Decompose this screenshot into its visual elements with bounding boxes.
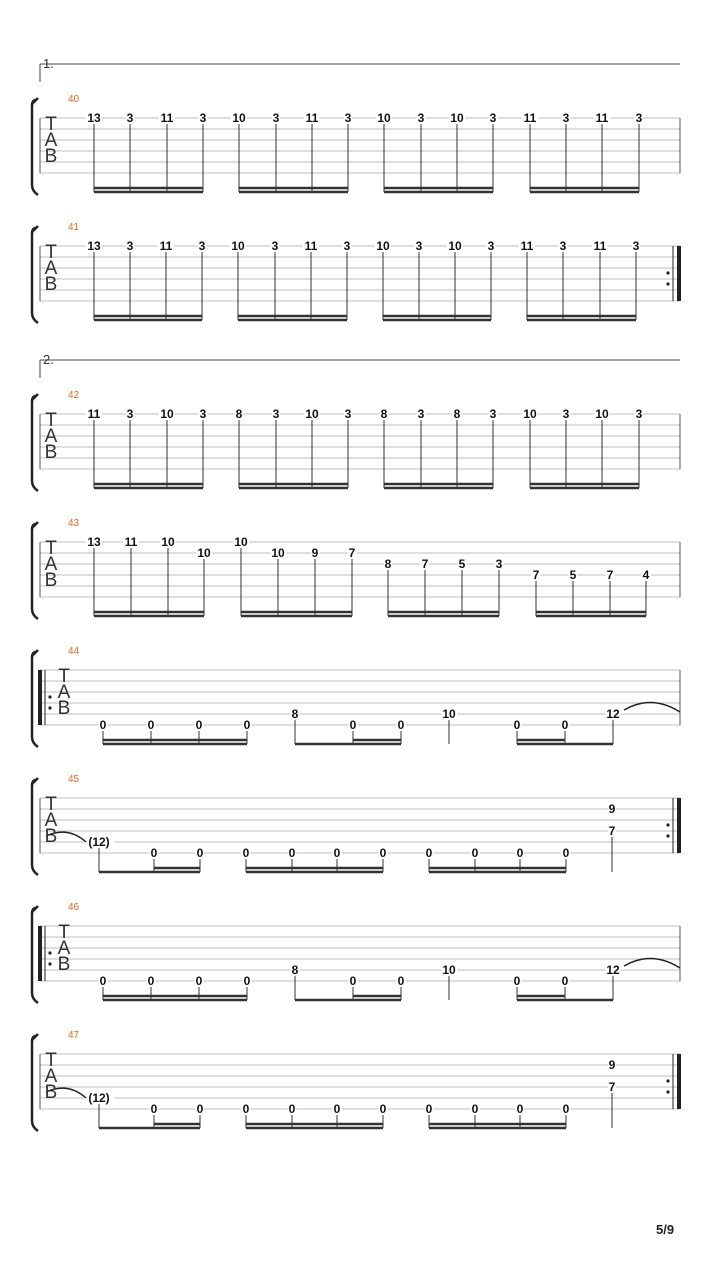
fret-number: 3 xyxy=(126,407,134,421)
tab-system xyxy=(32,778,681,875)
fret-number: 11 xyxy=(304,239,318,253)
fret-number: 0 xyxy=(195,718,203,732)
fret-number: 0 xyxy=(425,1102,433,1116)
fret-number: 0 xyxy=(147,718,155,732)
fret-number: 8 xyxy=(384,557,392,571)
fret-number: 11 xyxy=(593,239,607,253)
fret-number: 0 xyxy=(397,718,405,732)
repeat-dot xyxy=(48,962,51,965)
fret-number: 3 xyxy=(562,111,570,125)
tab-clef-letter: B xyxy=(57,698,71,719)
fret-number: 0 xyxy=(150,846,158,860)
fret-number: 0 xyxy=(516,1102,524,1116)
fret-number: 0 xyxy=(196,846,204,860)
fret-number: 0 xyxy=(561,718,569,732)
tab-clef-letter: B xyxy=(44,442,58,463)
tab-clef-letter: T xyxy=(45,114,57,135)
fret-number: 0 xyxy=(333,1102,341,1116)
fret-number: 0 xyxy=(288,846,296,860)
system-bracket xyxy=(32,228,38,323)
fret-number: 0 xyxy=(471,846,479,860)
fret-number: 3 xyxy=(271,239,279,253)
repeat-dot xyxy=(666,823,669,826)
measure-number: 44 xyxy=(68,646,80,657)
fret-number: 3 xyxy=(415,239,423,253)
fret-number: 11 xyxy=(305,111,319,125)
fret-number: 8 xyxy=(291,707,299,721)
tab-clef-letter: A xyxy=(44,130,58,151)
fret-number: 0 xyxy=(196,1102,204,1116)
fret-number: 11 xyxy=(124,535,138,549)
measure-number: 46 xyxy=(68,902,80,913)
fret-number: 10 xyxy=(231,239,245,253)
fret-number: 10 xyxy=(160,407,174,421)
measure-number: 40 xyxy=(68,94,80,105)
system-bracket xyxy=(32,524,38,619)
fret-number: 12 xyxy=(606,707,620,721)
tab-clef-letter: T xyxy=(45,794,57,815)
fret-number: 9 xyxy=(608,1058,616,1072)
tab-system xyxy=(32,1034,681,1131)
tab-clef-letter: A xyxy=(57,682,71,703)
repeat-end-thick xyxy=(677,246,681,301)
repeat-end-thick xyxy=(677,798,681,853)
fret-number: 0 xyxy=(150,1102,158,1116)
repeat-dot xyxy=(48,695,51,698)
tab-clef-letter: T xyxy=(45,410,57,431)
fret-number: 0 xyxy=(562,1102,570,1116)
repeat-dot xyxy=(48,706,51,709)
tab-clef-letter: B xyxy=(44,826,58,847)
fret-number: 5 xyxy=(458,557,466,571)
system-bracket xyxy=(32,396,38,491)
fret-number: 3 xyxy=(559,239,567,253)
fret-number: 0 xyxy=(471,1102,479,1116)
page-number: 5/9 xyxy=(656,1222,675,1237)
fret-number: 3 xyxy=(126,239,134,253)
fret-number: 13 xyxy=(87,239,101,253)
fret-number: 10 xyxy=(595,407,609,421)
tab-clef-letter: A xyxy=(44,554,58,575)
system-bracket xyxy=(32,908,38,1003)
tab-clef-letter: A xyxy=(57,938,71,959)
fret-number: 3 xyxy=(495,557,503,571)
fret-number: 0 xyxy=(349,718,357,732)
measure-number: 47 xyxy=(68,1030,80,1041)
tab-clef-letter: B xyxy=(44,146,58,167)
fret-number: 0 xyxy=(561,974,569,988)
tab-clef-letter: T xyxy=(45,1050,57,1071)
fret-number: 3 xyxy=(632,239,640,253)
measure-number: 41 xyxy=(68,222,80,233)
tab-clef-letter: B xyxy=(44,1082,58,1103)
fret-number: 7 xyxy=(421,557,429,571)
fret-number: 10 xyxy=(197,546,211,560)
repeat-dot xyxy=(48,951,51,954)
fret-number: 3 xyxy=(562,407,570,421)
fret-number: 0 xyxy=(99,974,107,988)
tab-clef-letter: T xyxy=(45,538,57,559)
fret-number: 0 xyxy=(349,974,357,988)
fret-number: 10 xyxy=(448,239,462,253)
fret-number: 0 xyxy=(243,974,251,988)
fret-number: 3 xyxy=(272,407,280,421)
repeat-start-thick xyxy=(38,670,42,725)
fret-number: 0 xyxy=(242,846,250,860)
fret-number: 3 xyxy=(272,111,280,125)
fret-number: 0 xyxy=(516,846,524,860)
measure-number: 42 xyxy=(68,390,80,401)
fret-number: 0 xyxy=(513,974,521,988)
fret-number: 7 xyxy=(532,568,540,582)
volta-label: 2. xyxy=(43,352,54,367)
system-bracket xyxy=(32,780,38,875)
fret-number: 0 xyxy=(99,718,107,732)
fret-number: 10 xyxy=(442,963,456,977)
fret-number: 3 xyxy=(344,407,352,421)
fret-number: 3 xyxy=(417,111,425,125)
repeat-dot xyxy=(666,271,669,274)
tab-clef-letter: A xyxy=(44,258,58,279)
fret-number: 11 xyxy=(523,111,537,125)
repeat-dot xyxy=(666,834,669,837)
fret-number: 10 xyxy=(442,707,456,721)
fret-number: 12 xyxy=(606,963,620,977)
measure-number: 43 xyxy=(68,518,80,529)
tab-clef-letter: B xyxy=(44,274,58,295)
tab-clef-letter: A xyxy=(44,810,58,831)
volta-label: 1. xyxy=(43,56,54,71)
system-bracket xyxy=(32,100,38,195)
fret-number: 0 xyxy=(243,718,251,732)
fret-number: 0 xyxy=(379,846,387,860)
system-bracket xyxy=(32,1036,38,1131)
tab-clef-letter: B xyxy=(44,570,58,591)
fret-number: 0 xyxy=(147,974,155,988)
tab-clef-letter: T xyxy=(45,242,57,263)
tab-clef-letter: T xyxy=(58,922,70,943)
fret-number: 0 xyxy=(397,974,405,988)
fret-number: 9 xyxy=(608,802,616,816)
fret-number: (12) xyxy=(88,835,110,849)
fret-number: 8 xyxy=(291,963,299,977)
fret-number: 8 xyxy=(453,407,461,421)
repeat-dot xyxy=(666,1079,669,1082)
repeat-start-thick xyxy=(38,926,42,981)
fret-number: 0 xyxy=(333,846,341,860)
fret-number: 8 xyxy=(380,407,388,421)
fret-number: 10 xyxy=(523,407,537,421)
fret-number: 4 xyxy=(642,568,650,582)
fret-number: 10 xyxy=(376,239,390,253)
fret-number: 3 xyxy=(635,111,643,125)
repeat-dot xyxy=(666,1090,669,1093)
system-bracket xyxy=(32,652,38,747)
tab-clef-letter: A xyxy=(44,426,58,447)
repeat-dot xyxy=(666,282,669,285)
tab-clef-letter: B xyxy=(57,954,71,975)
fret-number: 0 xyxy=(288,1102,296,1116)
fret-number: 13 xyxy=(87,111,101,125)
fret-number: 11 xyxy=(87,407,101,421)
fret-number: 3 xyxy=(487,239,495,253)
fret-number: 10 xyxy=(234,535,248,549)
tie-out xyxy=(624,958,680,968)
fret-number: 10 xyxy=(232,111,246,125)
fret-number: 0 xyxy=(513,718,521,732)
fret-number: 11 xyxy=(595,111,609,125)
tab-clef-letter: T xyxy=(58,666,70,687)
fret-number: 0 xyxy=(195,974,203,988)
fret-number: 3 xyxy=(489,111,497,125)
fret-number: 0 xyxy=(425,846,433,860)
fret-number: 3 xyxy=(343,239,351,253)
fret-number: 9 xyxy=(311,546,319,560)
tie-out xyxy=(624,702,680,712)
fret-number: 3 xyxy=(126,111,134,125)
fret-number: 11 xyxy=(520,239,534,253)
fret-number: 5 xyxy=(569,568,577,582)
repeat-end-thick xyxy=(677,1054,681,1109)
fret-number: 0 xyxy=(562,846,570,860)
fret-number: 10 xyxy=(161,535,175,549)
fret-number: 7 xyxy=(608,824,616,838)
fret-number: 7 xyxy=(608,1080,616,1094)
fret-number: 10 xyxy=(450,111,464,125)
measure-number: 45 xyxy=(68,774,80,785)
fret-number: 7 xyxy=(606,568,614,582)
fret-number: 3 xyxy=(198,239,206,253)
fret-number: 13 xyxy=(87,535,101,549)
fret-number: 3 xyxy=(417,407,425,421)
tab-system xyxy=(32,906,680,1003)
fret-number: 10 xyxy=(377,111,391,125)
fret-number: 3 xyxy=(199,111,207,125)
fret-number: 0 xyxy=(379,1102,387,1116)
fret-number: (12) xyxy=(88,1091,110,1105)
fret-number: 11 xyxy=(159,239,173,253)
fret-number: 10 xyxy=(305,407,319,421)
fret-number: 3 xyxy=(344,111,352,125)
fret-number: 8 xyxy=(235,407,243,421)
fret-number: 3 xyxy=(635,407,643,421)
fret-number: 0 xyxy=(242,1102,250,1116)
tab-clef-letter: A xyxy=(44,1066,58,1087)
tab-system xyxy=(32,650,680,747)
fret-number: 10 xyxy=(271,546,285,560)
fret-number: 3 xyxy=(199,407,207,421)
fret-number: 11 xyxy=(160,111,174,125)
fret-number: 7 xyxy=(348,546,356,560)
fret-number: 3 xyxy=(489,407,497,421)
